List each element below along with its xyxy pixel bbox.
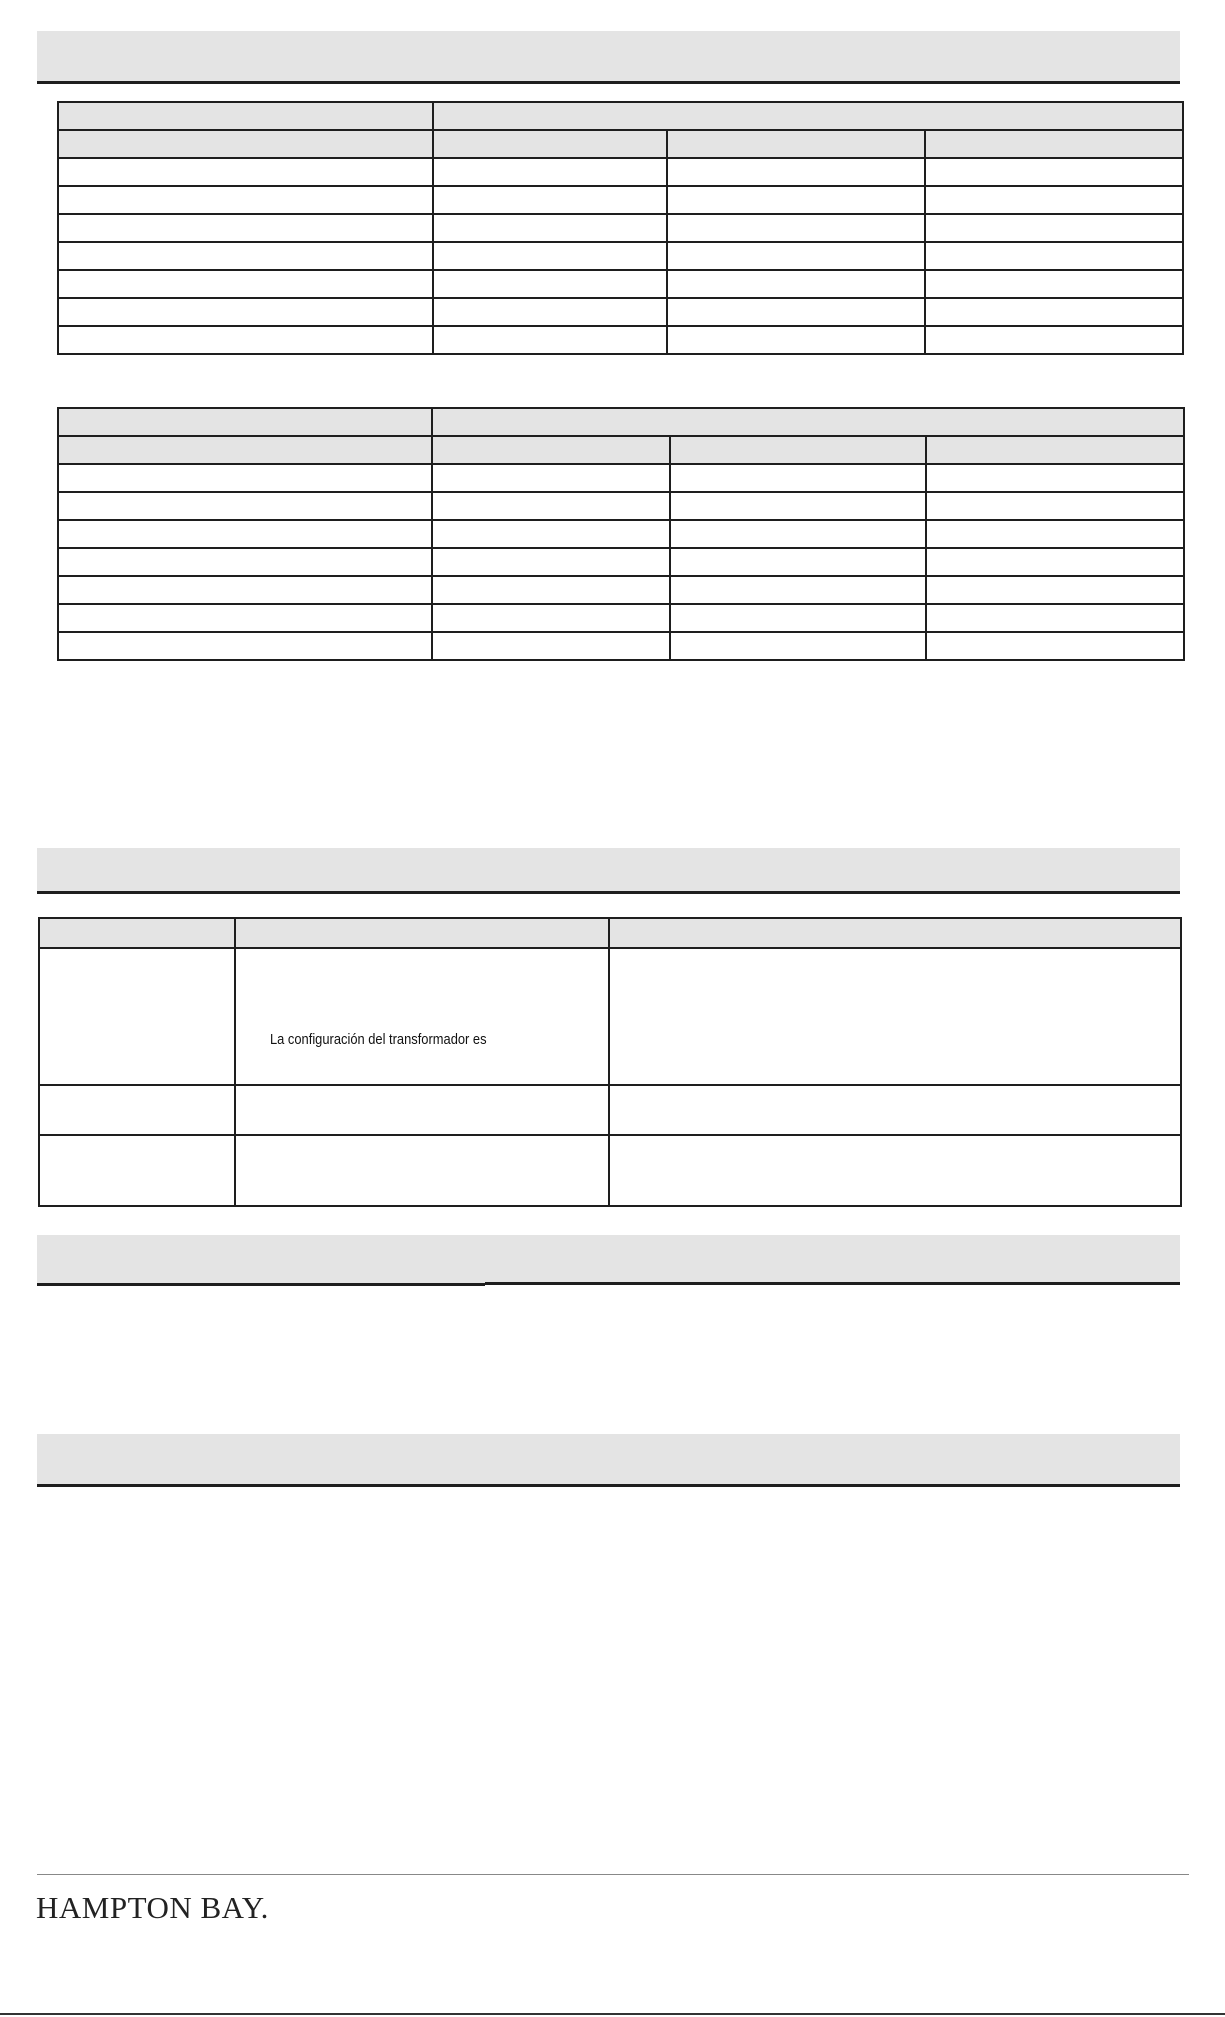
troubleshooting-header-cell	[609, 918, 1181, 948]
table-2-header-cell	[432, 436, 670, 464]
troubleshooting-header-cell	[235, 918, 609, 948]
table-2-header-cell	[670, 436, 926, 464]
table-2-header-row-2	[58, 436, 1184, 464]
page-bottom-edge	[0, 2013, 1225, 2015]
table-1-header-cell	[667, 130, 925, 158]
table-row	[58, 492, 1184, 520]
troubleshooting-header-cell	[39, 918, 235, 948]
table-row	[58, 464, 1184, 492]
troubleshooting-table	[38, 917, 1182, 1207]
table-row	[58, 326, 1183, 354]
spec-table-2	[57, 407, 1185, 661]
table-row	[58, 520, 1184, 548]
table-row	[58, 548, 1184, 576]
table-2-header-row-1	[58, 408, 1184, 436]
table-row	[58, 186, 1183, 214]
table-1-header-row-2	[58, 130, 1183, 158]
footer-divider	[37, 1874, 1189, 1875]
section-header-band-1	[37, 31, 1180, 84]
table-row	[58, 270, 1183, 298]
table-row	[58, 214, 1183, 242]
section-header-band-3	[37, 1235, 1180, 1283]
table-row	[39, 948, 1181, 1085]
section-header-band-4	[37, 1434, 1180, 1487]
troubleshooting-solution-text: La configuración del transformador es	[270, 1031, 487, 1048]
table-1-header-cell	[58, 130, 433, 158]
section-3-rule-right	[485, 1282, 1180, 1285]
table-row	[58, 632, 1184, 660]
table-1-header-cell	[433, 130, 667, 158]
table-row	[58, 604, 1184, 632]
section-3-rule-left	[37, 1283, 485, 1286]
table-row	[39, 1135, 1181, 1206]
table-2-header-cell	[58, 408, 432, 436]
table-row	[39, 1085, 1181, 1135]
table-1-header-row-1	[58, 102, 1183, 130]
table-row	[58, 298, 1183, 326]
brand-logo: HAMPTON BAY.	[36, 1890, 269, 1925]
table-2-header-cell	[432, 408, 1184, 436]
table-row	[58, 242, 1183, 270]
table-row	[58, 576, 1184, 604]
table-1-header-cell	[433, 102, 1183, 130]
table-2-header-cell	[58, 436, 432, 464]
table-2-header-cell	[926, 436, 1184, 464]
spec-table-1	[57, 101, 1184, 355]
table-row	[58, 158, 1183, 186]
table-1-header-cell	[58, 102, 433, 130]
table-1-header-cell	[925, 130, 1183, 158]
troubleshooting-header-row	[39, 918, 1181, 948]
section-header-band-2	[37, 848, 1180, 894]
